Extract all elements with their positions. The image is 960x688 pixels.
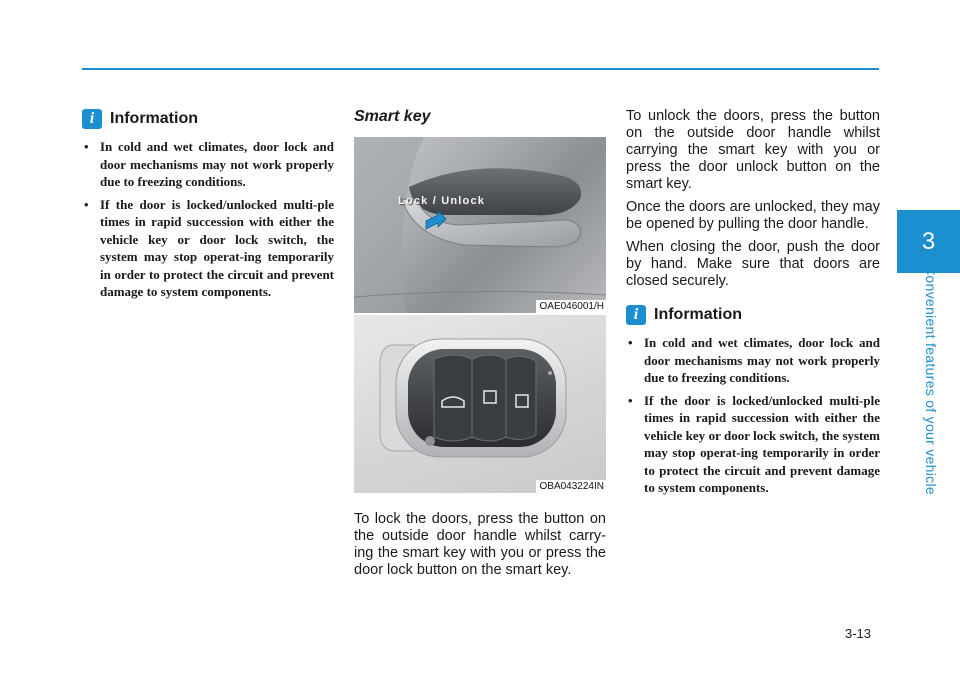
column-left xyxy=(82,108,334,306)
lock-paragraph: To lock the doors, press the button on the outside door handle whilst carry-ing the smart key with you or press the door lock button on the smart key. xyxy=(354,511,606,578)
info-header xyxy=(82,108,334,130)
info-header xyxy=(626,304,880,326)
info-bullet-list xyxy=(82,138,334,301)
smart-key-illustration xyxy=(354,315,606,493)
chapter-title: Convenient features of your vehicle xyxy=(923,265,939,495)
smart-key-figure xyxy=(354,315,606,493)
info-bullet: • If the door is locked/unlocked multi-ple times in rapid succession with either the vehicle key or door lock switch, the system may stop operat-ing temporarily in order to protect the circuit and prevent damage to system components. xyxy=(82,196,334,301)
figure-code: OAE046001/H xyxy=(536,300,607,313)
info-bullet: • If the door is locked/unlocked multi-ple times in rapid succession with either the vehicle key or door lock switch, the system may stop operat-ing temporarily in order to protect the circuit and prevent damage to system components. xyxy=(626,392,880,497)
section-title: Smart key xyxy=(354,108,431,125)
door-handle-illustration xyxy=(354,137,606,313)
header-rule xyxy=(82,68,879,70)
column-right xyxy=(626,108,880,502)
door-handle-figure xyxy=(354,137,606,313)
lock-unlock-label: Lock / Unlock xyxy=(398,195,486,207)
info-title: Information xyxy=(110,110,198,127)
figure-code: OBA043224IN xyxy=(536,480,607,493)
chapter-number: 3 xyxy=(921,227,936,255)
unlock-paragraph: To unlock the doors, press the button on the outside door handle whilst carrying the smart key with you or press the door unlock button on the smart key. xyxy=(626,108,880,192)
close-paragraph: When closing the door, push the door by hand. Make sure that doors are closed securely. xyxy=(626,239,880,289)
info-icon: i xyxy=(626,305,646,325)
info-icon: i xyxy=(82,109,102,129)
chapter-tab xyxy=(897,210,960,273)
info-bullet: • In cold and wet climates, door lock and door mechanisms may not work properly due to freezing conditions. xyxy=(82,138,334,191)
info-bullet-list xyxy=(626,334,880,497)
column-middle xyxy=(354,108,606,585)
page-number: 3-13 xyxy=(845,626,872,641)
info-title: Information xyxy=(654,306,742,323)
info-bullet: • In cold and wet climates, door lock and door mechanisms may not work properly due to freezing conditions. xyxy=(626,334,880,387)
open-paragraph: Once the doors are unlocked, they may be opened by pulling the door handle. xyxy=(626,199,880,232)
